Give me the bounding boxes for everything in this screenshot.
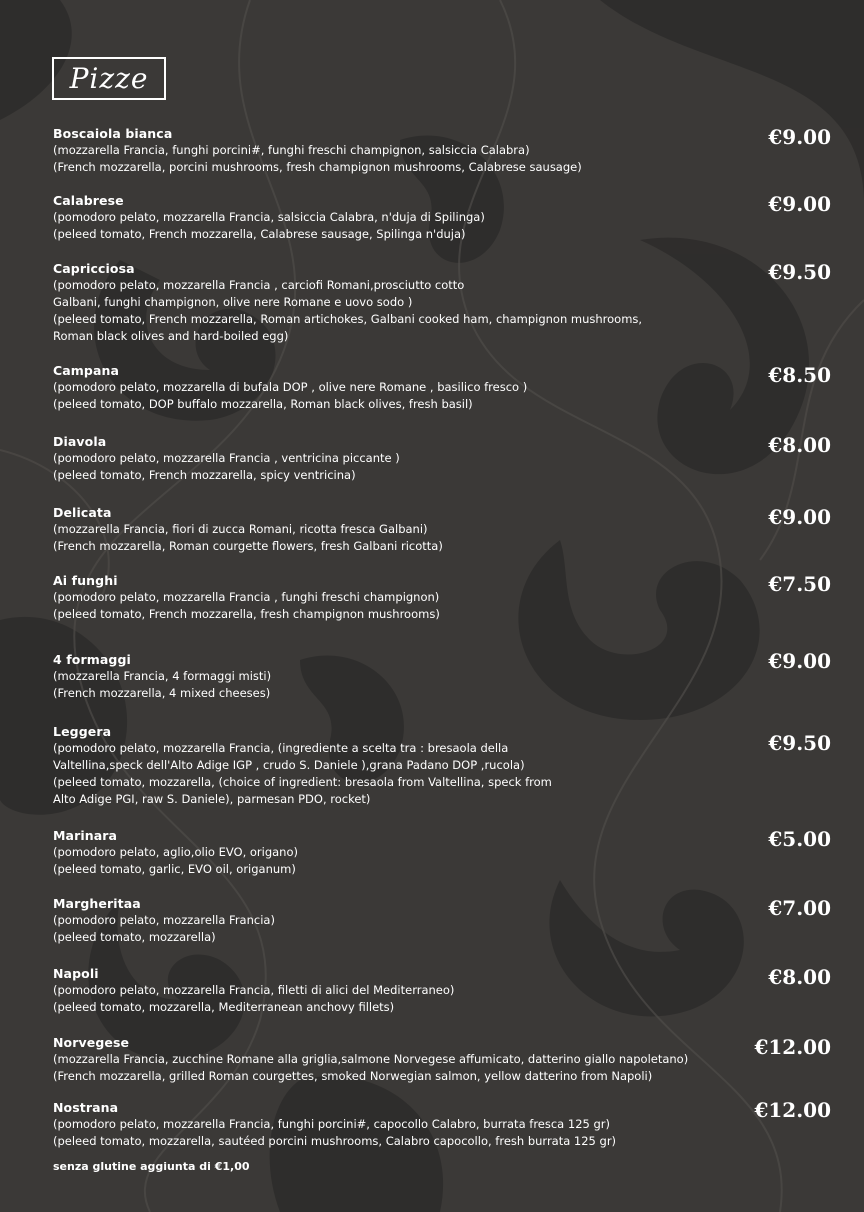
item-name: Leggera <box>53 724 112 739</box>
item-description: (mozzarella Francia, 4 formaggi misti) <box>53 669 272 683</box>
item-description: (pomodoro pelato, mozzarella Francia , funghi freschi champignon) <box>53 590 440 604</box>
menu-item-napoli <box>53 966 843 1016</box>
item-name: Marinara <box>53 828 118 843</box>
item-price: €5.00 <box>768 827 831 851</box>
menu-item-leggera <box>53 724 843 808</box>
menu-item-boscaiola-bianca <box>53 126 843 176</box>
item-description: (peleed tomato, mozzarella, Mediterranean anchovy fillets) <box>53 1000 395 1014</box>
section-title: Pizze <box>69 62 149 95</box>
item-description: (peleed tomato, French mozzarella, spicy ventricina) <box>53 468 356 482</box>
item-price: €9.00 <box>768 649 831 673</box>
menu-item-nostrana <box>53 1100 843 1150</box>
menu-item-capricciosa <box>53 261 843 345</box>
item-price: €7.50 <box>768 572 831 596</box>
item-description: Valtellina,speck dell'Alto Adige IGP , crudo S. Daniele ),grana Padano DOP ,rucola) <box>53 758 525 772</box>
item-name: Diavola <box>53 434 107 449</box>
item-price: €9.00 <box>768 125 831 149</box>
item-description: (mozzarella Francia, funghi porcini#, funghi freschi champignon, salsiccia Calabra) <box>53 143 530 157</box>
item-description: (pomodoro pelato, mozzarella di bufala DOP , olive nere Romane , basilico fresco ) <box>53 380 528 394</box>
menu-item-calabrese <box>53 193 843 243</box>
menu-item-marinara <box>53 828 843 878</box>
item-price: €9.50 <box>768 260 831 284</box>
menu-item-4-formaggi <box>53 652 843 702</box>
item-description: (pomodoro pelato, mozzarella Francia) <box>53 913 275 927</box>
menu-item-delicata <box>53 505 843 555</box>
item-description: Roman black olives and hard-boiled egg) <box>53 329 289 343</box>
item-description: (pomodoro pelato, mozzarella Francia, salsiccia Calabra, n'duja di Spilinga) <box>53 210 485 224</box>
item-price: €8.00 <box>768 965 831 989</box>
item-price: €12.00 <box>754 1035 831 1059</box>
menu-item-norvegese <box>53 1035 843 1085</box>
section-title-box <box>52 57 166 100</box>
item-description: (mozzarella Francia, fiori di zucca Romani, ricotta fresca Galbani) <box>53 522 428 536</box>
item-description: (French mozzarella, Roman courgette flowers, fresh Galbani ricotta) <box>53 539 443 553</box>
item-price: €9.00 <box>768 505 831 529</box>
item-price: €9.00 <box>768 192 831 216</box>
item-name: Nostrana <box>53 1100 119 1115</box>
item-name: Norvegese <box>53 1035 130 1050</box>
item-description: (French mozzarella, porcini mushrooms, fresh champignon mushrooms, Calabrese sausage) <box>53 160 582 174</box>
item-description: (peleed tomato, mozzarella) <box>53 930 216 944</box>
item-name: Calabrese <box>53 193 124 208</box>
item-price: €12.00 <box>754 1098 831 1122</box>
item-description: Galbani, funghi champignon, olive nere Romane e uovo sodo ) <box>53 295 413 309</box>
menu-item-margheritaa <box>53 896 843 946</box>
item-name: Napoli <box>53 966 99 981</box>
item-name: Capricciosa <box>53 261 135 276</box>
item-description: (mozzarella Francia, zucchine Romane alla griglia,salmone Norvegese affumicato, datterino giallo napoletano) <box>53 1052 689 1066</box>
item-name: Delicata <box>53 505 112 520</box>
item-description: (French mozzarella, 4 mixed cheeses) <box>53 686 271 700</box>
menu-item-campana <box>53 363 843 413</box>
item-description: (peleed tomato, French mozzarella, Roman artichokes, Galbani cooked ham, champignon mushrooms, <box>53 312 643 326</box>
item-description: (peleed tomato, garlic, EVO oil, origanum) <box>53 862 296 876</box>
item-description: (pomodoro pelato, mozzarella Francia , carciofi Romani,prosciutto cotto <box>53 278 465 292</box>
item-description: (peleed tomato, French mozzarella, fresh champignon mushrooms) <box>53 607 440 621</box>
item-name: Margheritaa <box>53 896 141 911</box>
item-description: Alto Adige PGI, raw S. Daniele), parmesan PDO, rocket) <box>53 792 371 806</box>
item-name: Boscaiola bianca <box>53 126 173 141</box>
item-description: (pomodoro pelato, mozzarella Francia, filetti di alici del Mediterraneo) <box>53 983 455 997</box>
item-description: (pomodoro pelato, mozzarella Francia , ventricina piccante ) <box>53 451 400 465</box>
item-description: (pomodoro pelato, aglio,olio EVO, origano) <box>53 845 298 859</box>
item-price: €9.50 <box>768 731 831 755</box>
item-description: (peleed tomato, French mozzarella, Calabrese sausage, Spilinga n'duja) <box>53 227 466 241</box>
menu-item-ai-funghi <box>53 573 843 623</box>
item-price: €8.50 <box>768 363 831 387</box>
item-description: (pomodoro pelato, mozzarella Francia, (ingrediente a scelta tra : bresaola della <box>53 741 509 755</box>
item-price: €7.00 <box>768 896 831 920</box>
item-description: (peleed tomato, mozzarella, (choice of ingredient: bresaola from Valtellina, speck from <box>53 775 552 789</box>
menu-item-diavola <box>53 434 843 484</box>
item-name: 4 formaggi <box>53 652 131 667</box>
item-description: (peleed tomato, mozzarella, sautéed porcini mushrooms, Calabro capocollo, fresh burrata 125 gr) <box>53 1134 617 1148</box>
item-name: Campana <box>53 363 120 378</box>
gluten-free-note: senza glutine aggiunta di €1,00 <box>53 1160 250 1173</box>
item-name: Ai funghi <box>53 573 118 588</box>
item-description: (peleed tomato, DOP buffalo mozzarella, Roman black olives, fresh basil) <box>53 397 473 411</box>
item-description: (French mozzarella, grilled Roman courgettes, smoked Norwegian salmon, yellow datterino from Napoli) <box>53 1069 653 1083</box>
item-price: €8.00 <box>768 433 831 457</box>
item-description: (pomodoro pelato, mozzarella Francia, funghi porcini#, capocollo Calabro, burrata fresca 125 gr) <box>53 1117 611 1131</box>
